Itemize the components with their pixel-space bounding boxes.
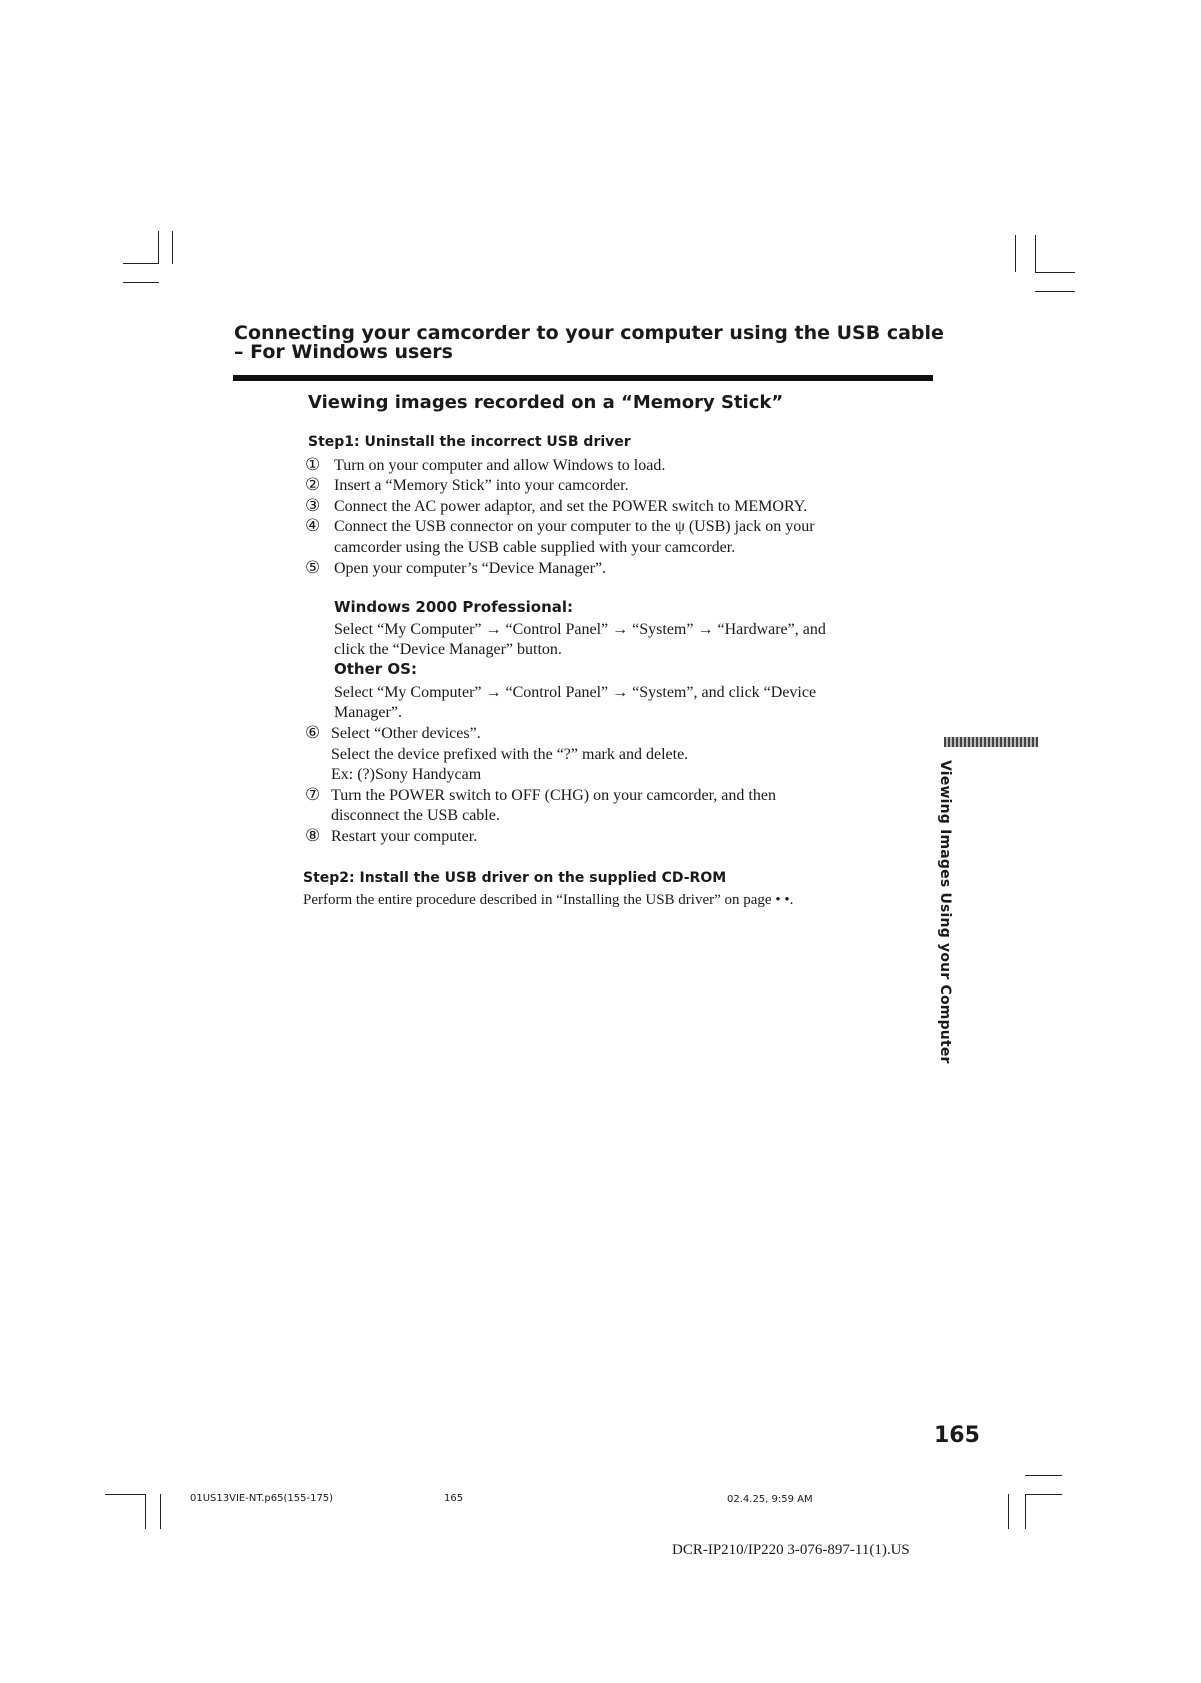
- step-number: ①: [305, 455, 321, 474]
- crop-mark: [1008, 1494, 1009, 1529]
- crop-mark: [123, 263, 159, 264]
- model-code: DCR-IP210/IP220 3-076-897-11(1).US: [672, 1542, 910, 1558]
- crop-mark: [1015, 235, 1016, 272]
- step-text: Connect the AC power adaptor, and set the POWER switch to MEMORY.: [334, 498, 808, 515]
- page-subtitle: – For Windows users: [234, 341, 453, 363]
- windows2000-instruction: click the “Device Manager” button.: [334, 641, 562, 658]
- step-number: ②: [305, 475, 321, 494]
- windows2000-instruction: Select “My Computer” → “Control Panel” → “System” → “Hardware”, and: [334, 621, 826, 638]
- step-text: disconnect the USB cable.: [331, 807, 500, 824]
- crop-mark: [1035, 272, 1075, 273]
- crop-mark: [172, 231, 173, 264]
- step-text: Open your computer’s “Device Manager”.: [334, 560, 607, 577]
- step-text: Insert a “Memory Stick” into your camcorder.: [334, 477, 629, 494]
- step-text: Select “Other devices”.: [331, 725, 481, 742]
- crop-mark: [145, 1494, 146, 1529]
- footer-page: 165: [444, 1493, 464, 1504]
- step-text: Turn on your computer and allow Windows to load.: [334, 457, 666, 474]
- crop-mark: [1035, 291, 1075, 292]
- crop-mark: [1025, 1475, 1062, 1476]
- crop-mark: [158, 231, 159, 264]
- other-os-instruction: Manager”.: [334, 704, 402, 721]
- step-number: ⑥: [305, 723, 321, 742]
- step-text: Select the device prefixed with the “?” mark and delete.: [331, 746, 689, 763]
- step2-heading: Step2: Install the USB driver on the supplied CD-ROM: [303, 870, 727, 886]
- crop-mark: [160, 1494, 161, 1529]
- page-title: Connecting your camcorder to your computer using the USB cable: [234, 322, 944, 344]
- page-number: 165: [934, 1423, 980, 1448]
- other-os-heading: Other OS:: [334, 660, 417, 678]
- side-tab-label: Viewing Images Using your Computer: [937, 760, 953, 1064]
- step-text: Ex: (?)Sony Handycam: [331, 766, 482, 783]
- step-text: Turn the POWER switch to OFF (CHG) on your camcorder, and then: [331, 787, 776, 804]
- step-number: ⑧: [305, 826, 321, 845]
- step1-heading: Step1: Uninstall the incorrect USB driver: [308, 434, 631, 450]
- other-os-instruction: Select “My Computer” → “Control Panel” → “System”, and click “Device: [334, 684, 817, 701]
- crop-mark: [1025, 1494, 1026, 1529]
- step-number: ③: [305, 496, 321, 515]
- crop-mark: [123, 282, 159, 283]
- step-text: Restart your computer.: [331, 828, 478, 845]
- crop-mark: [105, 1494, 145, 1495]
- crop-mark: [1035, 235, 1036, 272]
- crop-mark: [1025, 1494, 1062, 1495]
- windows2000-heading: Windows 2000 Professional:: [334, 598, 574, 616]
- step-text: camcorder using the USB cable supplied with your camcorder.: [334, 539, 736, 556]
- step-number: ④: [305, 516, 321, 535]
- step-number: ⑦: [305, 785, 321, 804]
- section-title: Viewing images recorded on a “Memory Stick”: [308, 392, 784, 413]
- step2-text: Perform the entire procedure described in “Installing the USB driver” on page • •.: [303, 892, 794, 908]
- step-text: Connect the USB connector on your computer to the ψ (USB) jack on your: [334, 518, 815, 535]
- footer-datetime: 02.4.25, 9:59 AM: [727, 1494, 813, 1505]
- step-number: ⑤: [305, 558, 321, 577]
- title-rule: [233, 375, 933, 381]
- footer-file: 01US13VIE-NT.p65(155-175): [190, 1493, 334, 1504]
- section-tab-marker: [944, 737, 1038, 747]
